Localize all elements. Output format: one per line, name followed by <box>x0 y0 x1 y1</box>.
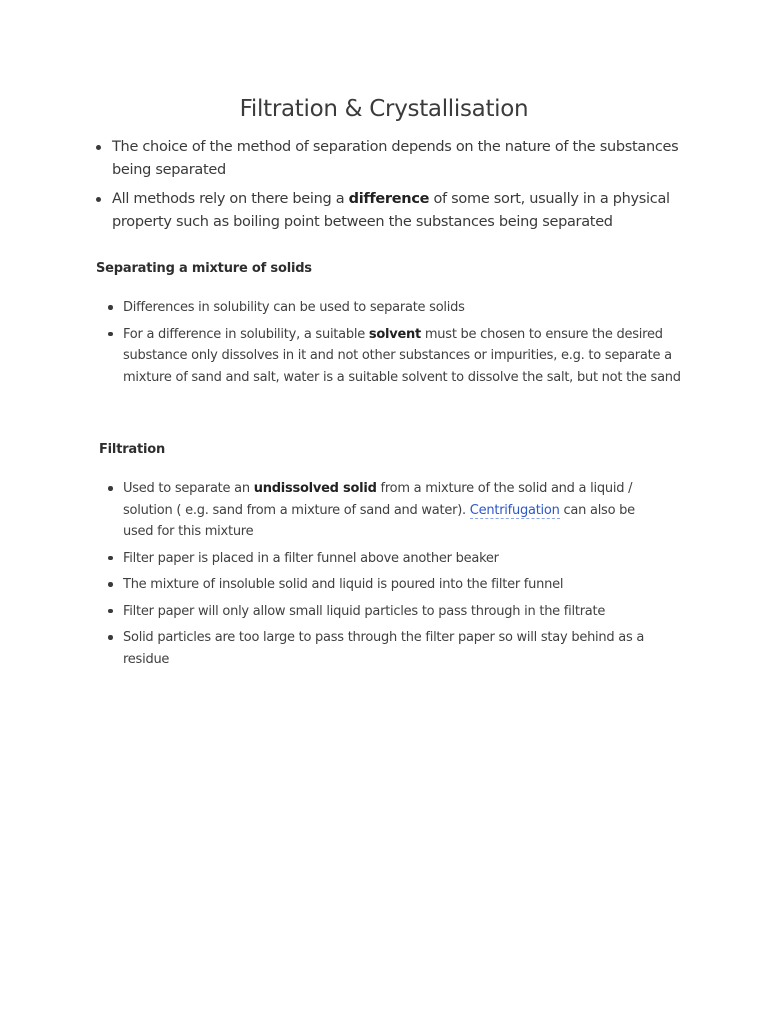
page-title: Filtration & Crystallisation <box>239 96 529 122</box>
filtration-item-5-text: Solid particles are too large to pass through the filter paper so will stay behind as a residue <box>123 630 645 667</box>
list-item <box>123 297 683 319</box>
solids-item-2-bold: solvent <box>368 326 422 342</box>
solids-list <box>123 297 683 393</box>
intro-item-2-post: of some sort, usually in a physical property such as boiling point between the substances being separated <box>112 191 670 230</box>
filtration-list <box>123 478 653 675</box>
list-item <box>112 188 702 234</box>
intro-item-2-pre: All methods rely on there being a <box>112 191 349 207</box>
solids-item-2-post: must be chosen to ensure the desired substance only dissolves in it and not other substances or impurities, e.g. to separate a mixture of sand and salt, water is a suitable solvent to dissolve the salt, but not the sand <box>123 326 681 385</box>
filtration-item-1-mid: from a mixture of the solid and a liquid / solution ( e.g. sand from a mixture of sand and water). <box>123 481 633 518</box>
filtration-item-1-bold: undissolved solid <box>253 481 377 496</box>
centrifugation-link[interactable]: Centrifugation <box>469 502 560 518</box>
filtration-item-1-post: can also be used for this mixture <box>123 502 635 539</box>
list-item <box>123 478 653 543</box>
solids-item-1-text: Differences in solubility can be used to separate solids <box>123 300 465 315</box>
section-heading-filtration: Filtration <box>99 442 166 457</box>
intro-list <box>112 136 702 240</box>
intro-item-2-bold: difference <box>348 191 430 207</box>
list-item <box>123 601 653 623</box>
list-item <box>112 136 702 182</box>
intro-item-1-text: The choice of the method of separation depends on the nature of the substances being separated <box>112 139 679 178</box>
filtration-item-3-text: The mixture of insoluble solid and liquid is poured into the filter funnel <box>123 577 564 592</box>
solids-item-2-pre: For a difference in solubility, a suitable <box>123 326 369 342</box>
filtration-item-1-pre: Used to separate an <box>123 481 254 496</box>
section-heading-solids: Separating a mixture of solids <box>96 261 312 276</box>
filtration-item-4-text: Filter paper will only allow small liquid particles to pass through in the filtrate <box>123 603 606 619</box>
list-item <box>123 548 653 570</box>
filtration-item-2-text: Filter paper is placed in a filter funnel above another beaker <box>123 550 499 566</box>
list-item <box>123 627 653 670</box>
list-item <box>123 324 683 389</box>
list-item <box>123 574 653 596</box>
